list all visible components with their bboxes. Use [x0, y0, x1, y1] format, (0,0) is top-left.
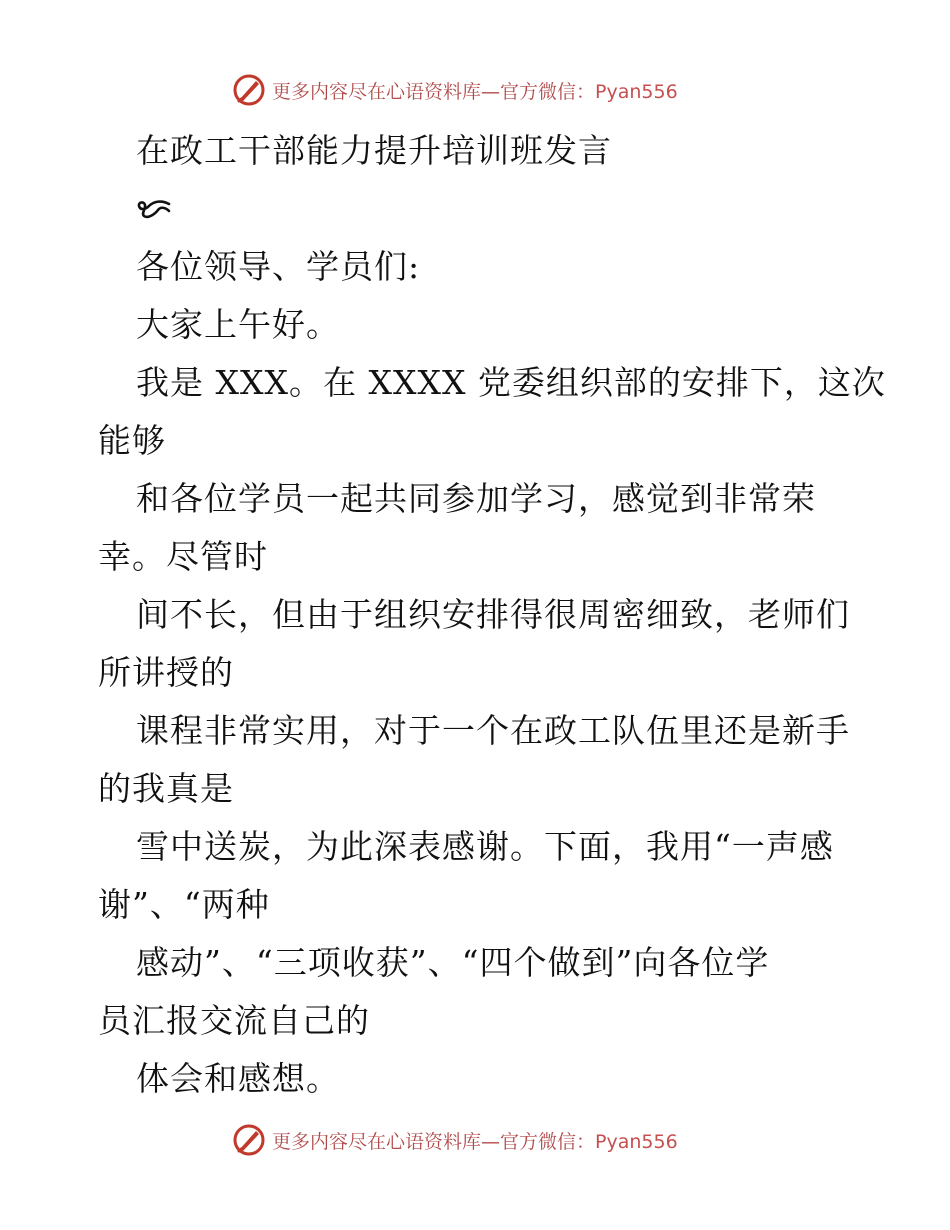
- text-line: 和各位学员一起共同参加学习，感觉到非常荣: [136, 479, 816, 518]
- text-line: 间不长，但由于组织安排得很周密细致，老师们: [136, 595, 850, 634]
- feather-pen-logo-icon: [232, 73, 266, 107]
- text-line: 所讲授的: [98, 653, 234, 692]
- text-line: 能够: [98, 421, 166, 460]
- text-line: 课程非常实用，对于一个在政工队伍里还是新手: [136, 711, 850, 750]
- footer-banner: [232, 1120, 712, 1160]
- paragraph-lines: [98, 238, 886, 1108]
- text-line: 感动”、“三项收获”、“四个做到”向各位学: [136, 943, 770, 982]
- ornament-row: [98, 180, 858, 238]
- text-line: 体会和感想。: [136, 1059, 340, 1098]
- banner-text: 更多内容尽在心语资料库—官方微信：Pyan556: [272, 1130, 678, 1153]
- text-line: 大家上午好。: [136, 305, 340, 344]
- text-line: 谢”、“两种: [98, 885, 270, 924]
- feather-pen-logo-icon: [232, 1123, 266, 1157]
- banner-text: 更多内容尽在心语资料库—官方微信：Pyan556: [272, 80, 678, 103]
- text-line: 各位领导、学员们:: [136, 247, 421, 286]
- flourish-ornament-icon: [136, 198, 172, 220]
- text-line: 的我真是: [98, 769, 234, 808]
- document-body: [98, 122, 886, 1108]
- header-banner: [232, 70, 712, 110]
- text-line: 员汇报交流自己的: [98, 1001, 370, 1040]
- text-line: 幸。尽管时: [98, 537, 268, 576]
- document-title: 在政工干部能力提升培训班发言: [136, 131, 612, 170]
- text-line: 雪中送炭，为此深表感谢。下面，我用“一声感: [136, 827, 834, 866]
- text-line: 我是 XXX。在 XXXX 党委组织部的安排下，这次: [136, 363, 886, 402]
